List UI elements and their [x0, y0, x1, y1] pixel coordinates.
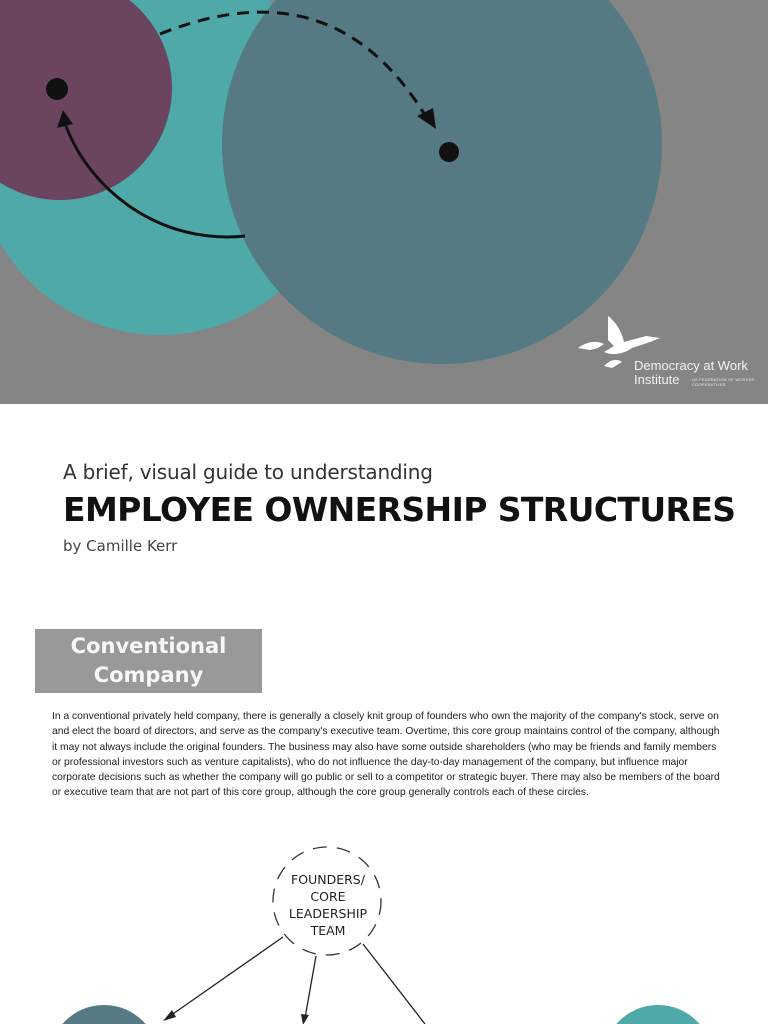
- arrowhead-center: [301, 1014, 309, 1024]
- author-byline: by Camille Kerr: [63, 537, 178, 555]
- end-dot: [439, 142, 459, 162]
- arrowhead-left: [163, 1010, 176, 1021]
- left-slate-circle: [49, 1005, 159, 1024]
- core-team-label-line-2: CORE: [310, 889, 346, 904]
- right-teal-circle: [603, 1005, 713, 1024]
- ownership-diagram: [0, 830, 768, 1024]
- hero-banner: [0, 0, 768, 404]
- section-heading-line-2: Company: [93, 663, 204, 687]
- start-dot: [46, 78, 68, 100]
- arrow-to-center: [305, 956, 316, 1018]
- logo-subtext: US FEDERATION OF WORKER COOPERATIVES: [692, 377, 755, 387]
- core-team-label-line-1: FOUNDERS/: [291, 872, 365, 887]
- section-heading-box: [35, 629, 262, 693]
- page-title: EMPLOYEE OWNERSHIP STRUCTURES: [63, 490, 736, 529]
- core-team-label-line-4: TEAM: [310, 923, 346, 938]
- section-body-paragraph: In a conventional privately held company, there is generally a closely knit group of founders who own the majority of the company's stock, serve on and elect the board of directors, and serve as the company's executive team. Overtime, this core group maintains control of the company, although it may not always include the original founders. The business may also have some outside shareholders (who may be friends and family members or professional investors such as venture capitalists), who do not influence the day-to-day management of the company, but influence major corporate decisions such as whether the company will go public or sell to a competitor or strategic buyer. There may also be members of the board or executive team that are not part of this core group, although the core group generally controls each of these circles.: [52, 711, 720, 799]
- line-to-right: [363, 944, 425, 1024]
- logo-line-1: Democracy at Work: [634, 358, 748, 373]
- hero-illustration: [0, 0, 768, 404]
- logo-line-2: Institute: [634, 372, 680, 387]
- arrow-to-left-circle: [170, 937, 283, 1016]
- core-team-label: [278, 871, 378, 939]
- page-subtitle: A brief, visual guide to understanding: [63, 460, 433, 484]
- section-heading-line-1: Conventional: [70, 634, 227, 658]
- core-team-label-line-3: LEADERSHIP: [288, 906, 368, 921]
